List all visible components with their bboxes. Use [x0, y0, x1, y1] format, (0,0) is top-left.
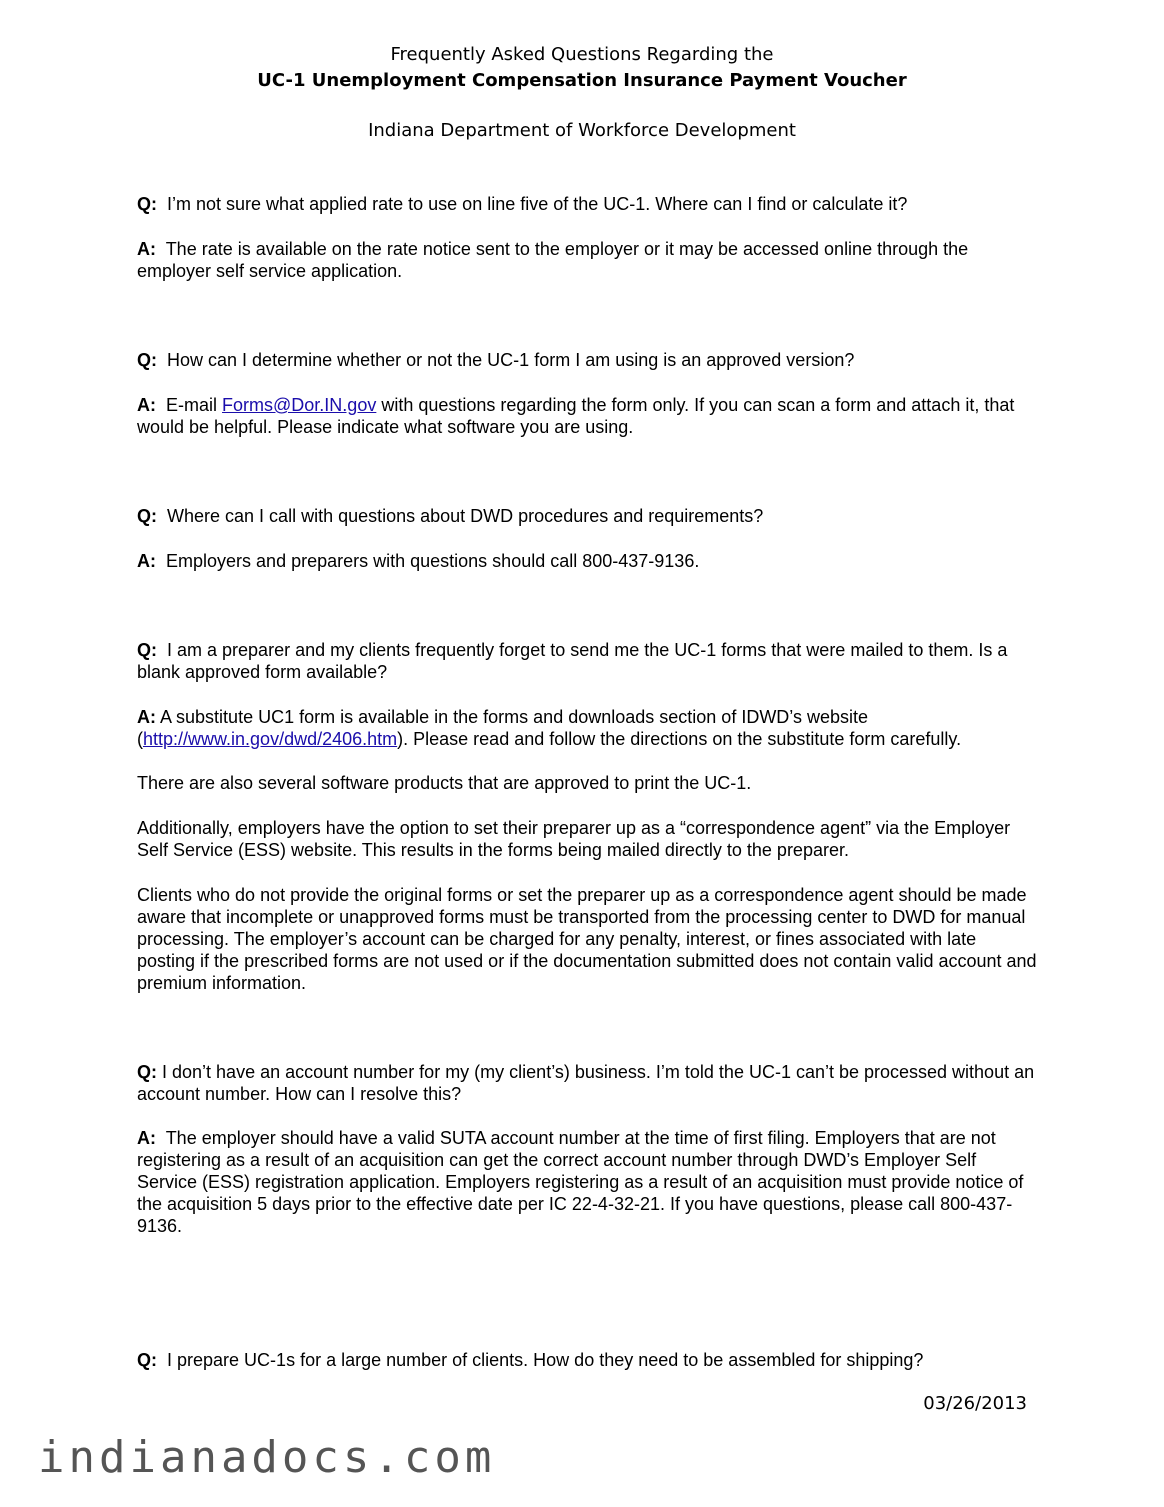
answer-2 [137, 394, 1037, 438]
answer-4-paragraph-3: Additionally, employers have the option to set their preparer up as a “correspondence agent” via the Employer Self Service (ESS) website. This results in the forms being mailed directly to the preparer. [137, 818, 1011, 860]
question-label: Q: [137, 1062, 157, 1082]
question-5 [137, 1061, 1037, 1105]
question-4 [137, 639, 1037, 683]
question-text: I am a preparer and my clients frequently forget to send me the UC-1 forms that were mailed to them. Is a blank approved form available? [137, 640, 1008, 682]
answer-text: The employer should have a valid SUTA account number at the time of first filing. Employers that are not registering as a result of an acquisition can get the correct account number through DWD’s Employer Self Service (ESS) registration application. Employers registering as a result of an acquisition must provide notice of the acquisition 5 days prior to the effective date per IC 22-4-32-21. If you have questions, please call 800-437-9136. [137, 1128, 1024, 1236]
answer-text-post: with questions regarding the form only. If you can scan a form and attach it, that would be helpful. Please indicate what software you are using. [137, 395, 1015, 437]
question-text: I don’t have an account number for my (my client’s) business. I’m told the UC-1 can’t be processed without an account number. How can I resolve this? [137, 1062, 1035, 1104]
department-name: Indiana Department of Workforce Development [368, 120, 796, 141]
answer-4-paragraph-4: Clients who do not provide the original forms or set the preparer up as a correspondence agent should be made aware that incomplete or unapproved forms must be transported from the processing center to DWD for manual processing. The employer’s account can be charged for any penalty, interest, or fines associated with late posting if the prescribed forms are not used or if the documentation submitted does not contain valid account and premium information. [137, 885, 1037, 993]
watermark: indianadocs.com [38, 1432, 496, 1483]
header-line-1: Frequently Asked Questions Regarding the [390, 44, 774, 65]
question-label: Q: [137, 194, 157, 214]
question-2 [137, 349, 1037, 371]
answer-text-post: ). Please read and follow the directions on the substitute form carefully. [397, 729, 962, 749]
question-text: I’m not sure what applied rate to use on line five of the UC-1. Where can I find or calculate it? [167, 194, 908, 214]
answer-text-pre: E-mail [166, 395, 223, 415]
question-3 [137, 505, 1037, 527]
document-title: UC-1 Unemployment Compensation Insurance Payment Voucher [257, 70, 907, 91]
answer-label: A: [137, 551, 156, 571]
question-1 [137, 193, 1037, 215]
dwd-forms-link[interactable]: http://www.in.gov/dwd/2406.htm [143, 729, 398, 749]
answer-label: A: [137, 707, 156, 727]
question-label: Q: [137, 640, 157, 660]
answer-text: Employers and preparers with questions should call 800-437-9136. [166, 551, 700, 571]
document-date: 03/26/2013 [923, 1393, 1027, 1414]
answer-label: A: [137, 395, 156, 415]
question-text: Where can I call with questions about DWD procedures and requirements? [167, 506, 764, 526]
answer-text: The rate is available on the rate notice sent to the employer or it may be accessed online through the employer self service application. [137, 239, 969, 281]
answer-4-paragraph-2: There are also several software products that are approved to print the UC-1. [137, 773, 752, 793]
forms-email-link[interactable]: Forms@Dor.IN.gov [222, 395, 377, 415]
answer-text-pre: A substitute UC1 form is available in the forms and downloads section of IDWD’s website ( [137, 707, 869, 749]
answer-4 [137, 706, 1037, 750]
answer-3 [137, 550, 1037, 572]
question-text: How can I determine whether or not the UC-1 form I am using is an approved version? [167, 350, 855, 370]
answer-1 [137, 238, 1037, 282]
question-label: Q: [137, 506, 157, 526]
question-text: I prepare UC-1s for a large number of clients. How do they need to be assembled for shipping? [167, 1350, 924, 1370]
answer-5 [137, 1127, 1037, 1237]
question-label: Q: [137, 1350, 157, 1370]
question-6 [137, 1349, 1037, 1371]
question-label: Q: [137, 350, 157, 370]
answer-label: A: [137, 239, 156, 259]
answer-label: A: [137, 1128, 156, 1148]
